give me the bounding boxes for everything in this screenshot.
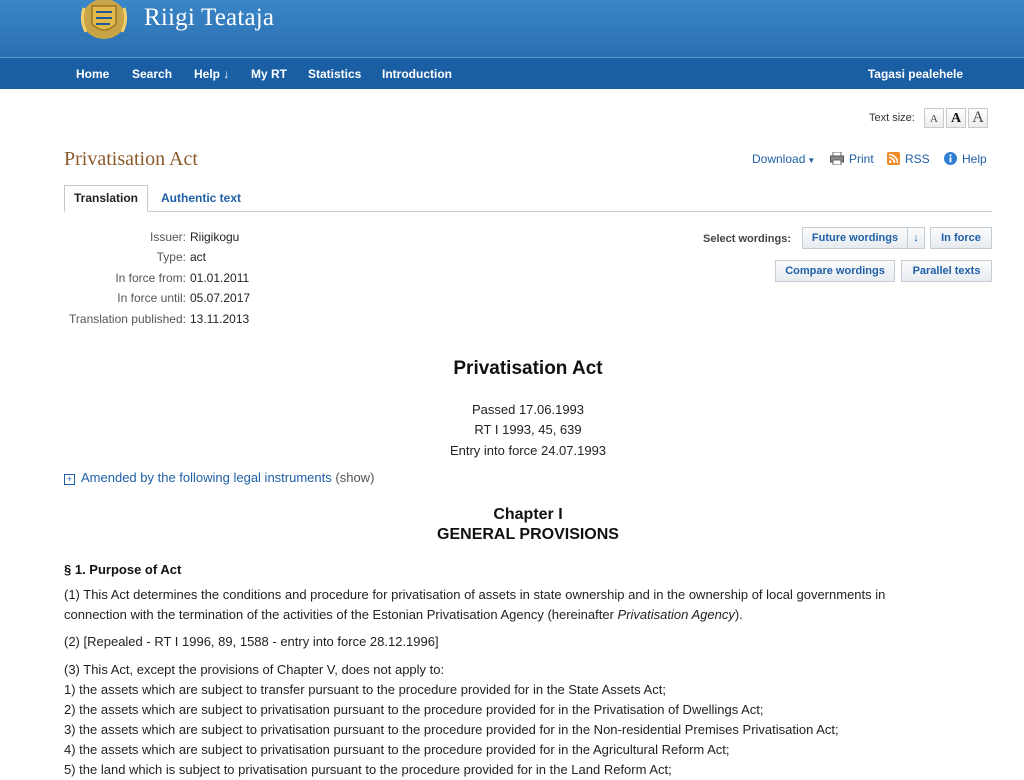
paragraph-3 bbox=[64, 660, 964, 780]
paragraph-1-emphasis: Privatisation Agency bbox=[617, 607, 735, 622]
paragraph-1-end: ). bbox=[734, 607, 743, 622]
meta-row bbox=[64, 312, 324, 330]
meta-value: Riigikogu bbox=[190, 230, 240, 244]
print-label: Print bbox=[849, 152, 874, 166]
amended-instruments-toggle[interactable] bbox=[64, 470, 374, 485]
help-label: Help bbox=[962, 152, 987, 166]
future-wordings-button[interactable]: Future wordings bbox=[802, 227, 908, 249]
list-item: 4) the assets which are subject to privatisation pursuant to the procedure provided for in the Agricultural Reform Act; bbox=[64, 742, 730, 757]
document-tools bbox=[752, 152, 992, 168]
meta-row bbox=[64, 250, 324, 268]
meta-value: 13.11.2013 bbox=[190, 312, 250, 326]
section-heading: § 1. Purpose of Act bbox=[64, 562, 182, 577]
meta-key: Issuer: bbox=[149, 230, 186, 244]
list-item: 3) the assets which are subject to privatisation pursuant to the procedure provided for in the Non-residential Premises Privatisation Act; bbox=[64, 722, 839, 737]
tab-authentic-text[interactable]: Authentic text bbox=[161, 191, 242, 205]
tabs-divider bbox=[64, 211, 992, 212]
nav-home[interactable]: Home bbox=[76, 67, 110, 81]
text-size-large-button[interactable]: A bbox=[968, 108, 988, 128]
list-item: 2) the assets which are subject to privatisation pursuant to the procedure provided for in the Privatisation of Dwellings Act; bbox=[64, 702, 764, 717]
future-wordings-dropdown[interactable]: ↓ bbox=[907, 227, 925, 249]
help-link[interactable] bbox=[944, 152, 987, 166]
coat-of-arms-logo[interactable] bbox=[78, 0, 130, 42]
meta-row bbox=[64, 230, 324, 248]
list-item: 5) the land which is subject to privatisation pursuant to the procedure provided for in the Land Reform Act; bbox=[64, 762, 672, 777]
meta-key: In force from: bbox=[115, 271, 186, 285]
document-title: Privatisation Act bbox=[453, 358, 603, 379]
parallel-texts-button[interactable]: Parallel texts bbox=[901, 260, 992, 282]
expand-icon: + bbox=[64, 474, 75, 485]
compare-wordings-button[interactable]: Compare wordings bbox=[775, 260, 895, 282]
nav-statistics[interactable]: Statistics bbox=[308, 67, 362, 81]
nav-search[interactable]: Search bbox=[132, 67, 173, 81]
nav-my-rt[interactable]: My RT bbox=[251, 67, 287, 81]
rss-icon bbox=[887, 152, 900, 165]
rt-reference: RT I 1993, 45, 639 bbox=[474, 422, 582, 437]
in-force-button[interactable]: In force bbox=[930, 227, 992, 249]
amended-link[interactable]: Amended by the following legal instruments bbox=[81, 470, 332, 485]
chapter-title: GENERAL PROVISIONS bbox=[437, 526, 619, 543]
paragraph-1 bbox=[64, 585, 964, 625]
meta-value: 05.07.2017 bbox=[190, 291, 251, 305]
nav-introduction[interactable]: Introduction bbox=[382, 67, 452, 81]
meta-key: Type: bbox=[156, 250, 186, 264]
show-toggle[interactable]: (show) bbox=[335, 470, 375, 485]
back-to-homepage-link[interactable]: Tagasi pealehele bbox=[867, 67, 963, 81]
caret-down-icon: ▼ bbox=[807, 156, 816, 165]
text-size-label: Text size: bbox=[869, 112, 915, 124]
meta-value: 01.01.2011 bbox=[190, 271, 250, 285]
info-icon bbox=[944, 152, 957, 165]
printer-icon bbox=[830, 152, 844, 165]
tab-translation[interactable]: Translation bbox=[64, 185, 148, 212]
select-wordings-label: Select wordings: bbox=[703, 233, 792, 245]
paragraph-1-line-1: (1) This Act determines the conditions and procedure for privatisation of assets in state ownership and in the ownership of local governments in bbox=[64, 587, 886, 602]
list-item: 1) the assets which are subject to transfer pursuant to the procedure provided for in the State Assets Act; bbox=[64, 682, 666, 697]
paragraph-1-text: connection with the termination of the activities of the Estonian Privatisation Agency (hereinafter bbox=[64, 607, 618, 622]
text-size-small-button[interactable]: A bbox=[924, 108, 944, 128]
meta-row bbox=[64, 271, 324, 289]
meta-key: In force until: bbox=[117, 291, 186, 305]
meta-row bbox=[64, 291, 324, 309]
download-label: Download bbox=[752, 152, 806, 166]
meta-value: act bbox=[190, 250, 207, 264]
text-size-medium-button[interactable]: A bbox=[946, 108, 966, 128]
rss-label: RSS bbox=[905, 152, 930, 166]
site-brand[interactable]: Riigi Teataja bbox=[144, 4, 275, 31]
chapter-number: Chapter I bbox=[493, 506, 563, 523]
rss-link[interactable] bbox=[887, 152, 930, 166]
paragraph-1-line-2 bbox=[64, 605, 964, 625]
download-menu[interactable] bbox=[752, 152, 815, 166]
nav-help[interactable]: Help ↓ bbox=[194, 67, 230, 81]
paragraph-3-intro: (3) This Act, except the provisions of Chapter V, does not apply to: bbox=[64, 662, 445, 677]
page-title: Privatisation Act bbox=[64, 148, 198, 170]
print-link[interactable] bbox=[830, 152, 874, 166]
meta-key: Translation published: bbox=[69, 312, 186, 326]
paragraph-2: (2) [Repealed - RT I 1996, 89, 1588 - entry into force 28.12.1996] bbox=[64, 634, 439, 649]
entry-into-force: Entry into force 24.07.1993 bbox=[449, 443, 607, 458]
main-nav bbox=[0, 57, 1024, 89]
site-header bbox=[0, 0, 1024, 57]
passed-date: Passed 17.06.1993 bbox=[471, 402, 585, 417]
